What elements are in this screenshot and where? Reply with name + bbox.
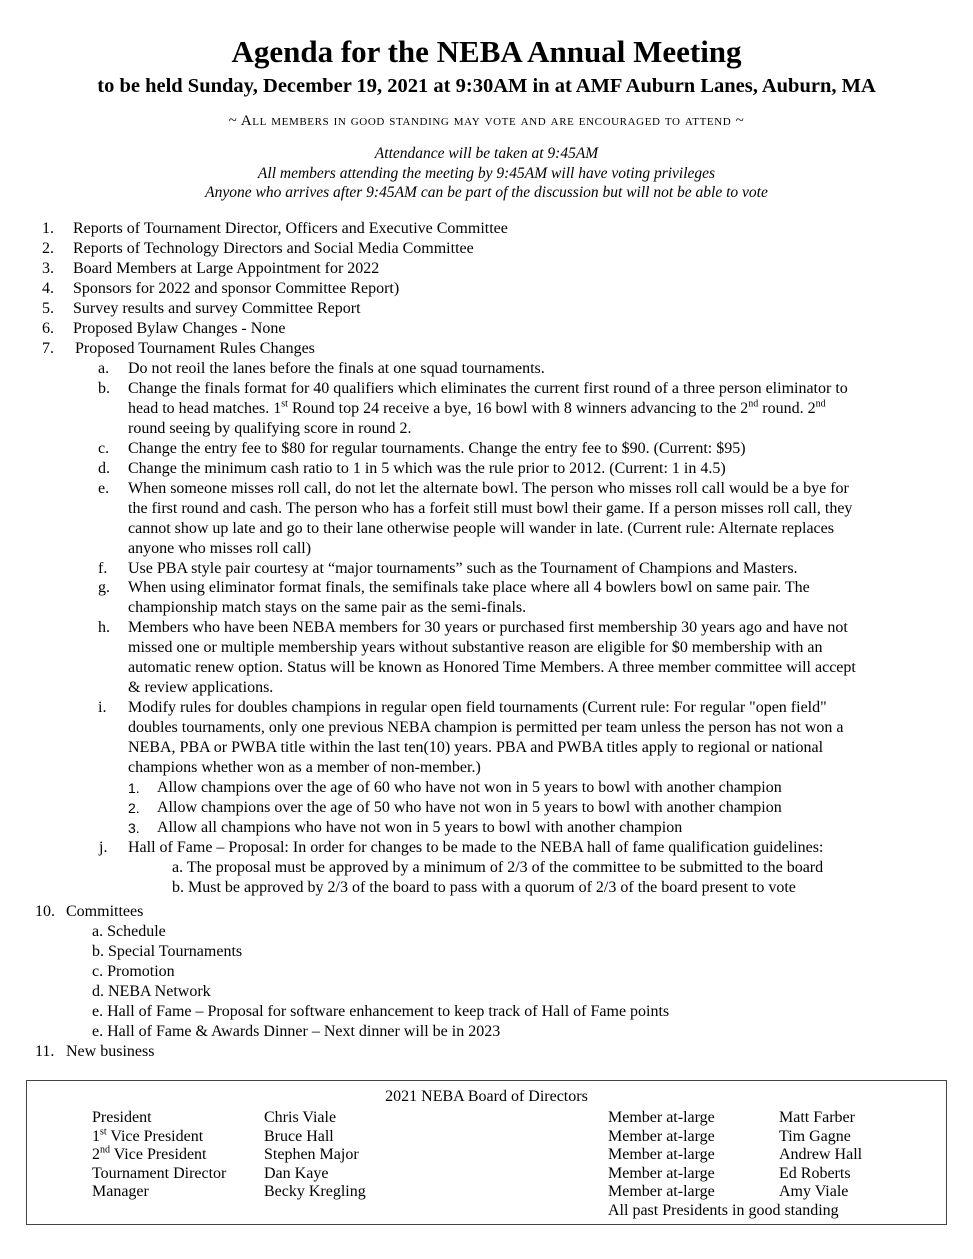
rule-text-line: NEBA, PBA or PWBA title within the last ten(10) years. PBA and PWBA titles apply to regional or national: [128, 739, 824, 757]
rule-text-line: Modify rules for doubles champions in regular open field tournaments (Current rule: For regular "open field": [128, 699, 827, 717]
attendance-notes: [0, 144, 973, 203]
member-name: Ed Roberts: [779, 1164, 851, 1182]
officer-role: Tournament Director: [92, 1164, 227, 1182]
voting-notice: ~ All members in good standing may vote and are encouraged to attend ~: [228, 113, 745, 129]
rule-text-line: Use PBA style pair courtesy at “major tournaments” such as the Tournament of Champions and Masters.: [128, 559, 798, 577]
officer-name: Stephen Major: [264, 1146, 359, 1164]
agenda-item-text: Survey results and survey Committee Report: [73, 299, 361, 317]
attendance-line: Attendance will be taken at 9:45AM: [374, 145, 599, 162]
rule-letter: d.: [98, 459, 110, 477]
member-name: Amy Viale: [779, 1183, 849, 1201]
member-role: Member at-large: [608, 1183, 715, 1201]
rule-letter: e.: [98, 479, 110, 497]
agenda-item-number: 1.: [42, 220, 54, 237]
rule-text-line: automatic renew option. Status will be known as Honored Time Members. A three member committee will accept: [128, 659, 856, 677]
agenda-item-number: 7.: [42, 339, 54, 357]
rule-letter: j.: [99, 838, 108, 856]
attendance-line: All members attending the meeting by 9:45AM will have voting privileges: [257, 164, 716, 182]
rule-text-line: the first round and cash. The person who has a forfeit still must bowl their game. If a person misses roll call, they: [128, 499, 853, 517]
hall-of-fame-proposal-line: a. The proposal must be approved by a minimum of 2/3 of the committee to be submitted to the board: [172, 858, 824, 876]
rule-letter: h.: [98, 619, 110, 637]
rule-text-line: Members who have been NEBA members for 30 years or purchased first membership 30 years ago and have not: [128, 619, 848, 637]
rule-letter: c.: [98, 439, 110, 457]
rule-option-number: 3.: [128, 819, 140, 836]
rule-text-line: head to head matches. 1st Round top 24 receive a bye, 16 bowl with 8 winners advancing to the 2nd round. 2nd: [128, 398, 826, 417]
rule-text-line: doubles tournaments, only one previous NEBA champion is permitted per team unless the person has not won a: [128, 719, 844, 737]
rule-text-line: When using eliminator format finals, the semifinals take place where all 4 bowlers bowl on same pair. The: [128, 579, 810, 597]
rule-text-line: champions whether won as a member of non-member.): [128, 759, 481, 776]
agenda-item-text: Sponsors for 2022 and sponsor Committee Report): [73, 279, 400, 297]
rule-letter: i.: [98, 699, 107, 717]
member-role: Member at-large: [608, 1127, 715, 1145]
agenda-item-number: 4.: [42, 279, 54, 297]
rule-text-line: Do not reoil the lanes before the finals at one squad tournaments.: [128, 360, 545, 377]
officer-role: 2nd Vice President: [92, 1144, 207, 1164]
rule-text-line: Change the finals format for 40 qualifiers which eliminates the current first round of a three person eliminator to: [128, 379, 848, 397]
past-presidents-note: All past Presidents in good standing: [608, 1202, 839, 1219]
rule-option-number: 2.: [128, 799, 140, 816]
rule-text-line: When someone misses roll call, do not let the alternate bowl. The person who misses roll call would be a bye for: [128, 479, 849, 497]
rule-letter: a.: [98, 360, 110, 377]
committee-item: e. Hall of Fame & Awards Dinner – Next dinner will be in 2023: [92, 1022, 501, 1040]
rule-text-line: & review applications.: [128, 679, 274, 697]
rule-text-line: Hall of Fame – Proposal: In order for changes to be made to the NEBA hall of fame qualification guidelines:: [128, 838, 824, 856]
rule-text-line: missed one or multiple membership years without substantive reason are eligible for $0 membership with an: [128, 639, 823, 657]
board-of-directors-box: [26, 1080, 947, 1225]
member-role: Member at-large: [608, 1109, 715, 1126]
agenda-item-number: 5.: [42, 299, 54, 317]
agenda-item-text: Proposed Bylaw Changes - None: [73, 319, 286, 337]
document-title: Agenda for the NEBA Annual Meeting: [231, 34, 742, 69]
agenda-item-number: 2.: [42, 239, 54, 257]
agenda-item-number: 11.: [35, 1042, 55, 1060]
officer-name: Chris Viale: [264, 1109, 337, 1126]
rule-text-line: anyone who misses roll call): [128, 539, 312, 557]
officer-name: Dan Kaye: [264, 1164, 329, 1182]
rule-option-number: 1.: [128, 779, 140, 796]
officer-name: Becky Kregling: [264, 1183, 366, 1201]
committee-item: c. Promotion: [92, 962, 175, 980]
rule-text-line: championship match stays on the same pair as the semi-finals.: [128, 599, 527, 617]
committee-item: d. NEBA Network: [92, 982, 211, 1000]
agenda-item-number: 6.: [42, 319, 54, 337]
agenda-item-text: Proposed Tournament Rules Changes: [75, 339, 315, 357]
rule-option-text: Allow all champions who have not won in 5 years to bowl with another champion: [157, 818, 683, 836]
rule-option-text: Allow champions over the age of 50 who have not won in 5 years to bowl with another champion: [157, 798, 782, 816]
document-subtitle: to be held Sunday, December 19, 2021 at 9:30AM in at AMF Auburn Lanes, Auburn, MA: [97, 75, 876, 97]
officer-name: Bruce Hall: [264, 1127, 334, 1145]
new-business-heading: New business: [66, 1042, 155, 1060]
officer-role: Manager: [92, 1183, 149, 1201]
agenda-item-number: 10.: [35, 903, 55, 920]
committee-item: b. Special Tournaments: [92, 942, 243, 960]
rule-letter: g.: [98, 579, 110, 597]
member-role: Member at-large: [608, 1146, 715, 1164]
hall-of-fame-proposal-line: b. Must be approved by 2/3 of the board to pass with a quorum of 2/3 of the board present to vote: [172, 878, 796, 896]
agenda-item-text: Board Members at Large Appointment for 2022: [73, 259, 380, 277]
rule-text-line: Change the entry fee to $80 for regular tournaments. Change the entry fee to $90. (Current: $95): [128, 439, 746, 457]
rule-letter: f.: [98, 559, 108, 577]
rule-option-text: Allow champions over the age of 60 who have not won in 5 years to bowl with another champion: [157, 778, 782, 796]
committees-heading: Committees: [66, 903, 144, 920]
board-title: 2021 NEBA Board of Directors: [385, 1088, 588, 1105]
officer-role: President: [92, 1109, 152, 1126]
member-role: Member at-large: [608, 1164, 715, 1182]
agenda-item-text: Reports of Technology Directors and Social Media Committee: [73, 239, 474, 257]
attendance-line: Anyone who arrives after 9:45AM can be part of the discussion but will not be able to vote: [205, 184, 768, 201]
committee-item: a. Schedule: [92, 922, 166, 940]
agenda-item-text: Reports of Tournament Director, Officers and Executive Committee: [73, 220, 508, 237]
committee-item: e. Hall of Fame – Proposal for software enhancement to keep track of Hall of Fame points: [92, 1002, 670, 1020]
officer-role: 1st Vice President: [92, 1126, 204, 1145]
member-name: Matt Farber: [779, 1109, 855, 1126]
rule-text-line: cannot show up late and go to their lane otherwise people will wander in late. (Current rule: Alternate replaces: [128, 519, 834, 537]
rule-text-line: round seeing by qualifying score in round 2.: [128, 419, 412, 437]
rule-text-line: Change the minimum cash ratio to 1 in 5 which was the rule prior to 2012. (Current: 1 in 4.5): [128, 459, 726, 477]
member-name: Tim Gagne: [779, 1127, 851, 1145]
agenda-item-number: 3.: [42, 259, 54, 277]
rule-letter: b.: [98, 379, 110, 397]
member-name: Andrew Hall: [779, 1146, 863, 1164]
